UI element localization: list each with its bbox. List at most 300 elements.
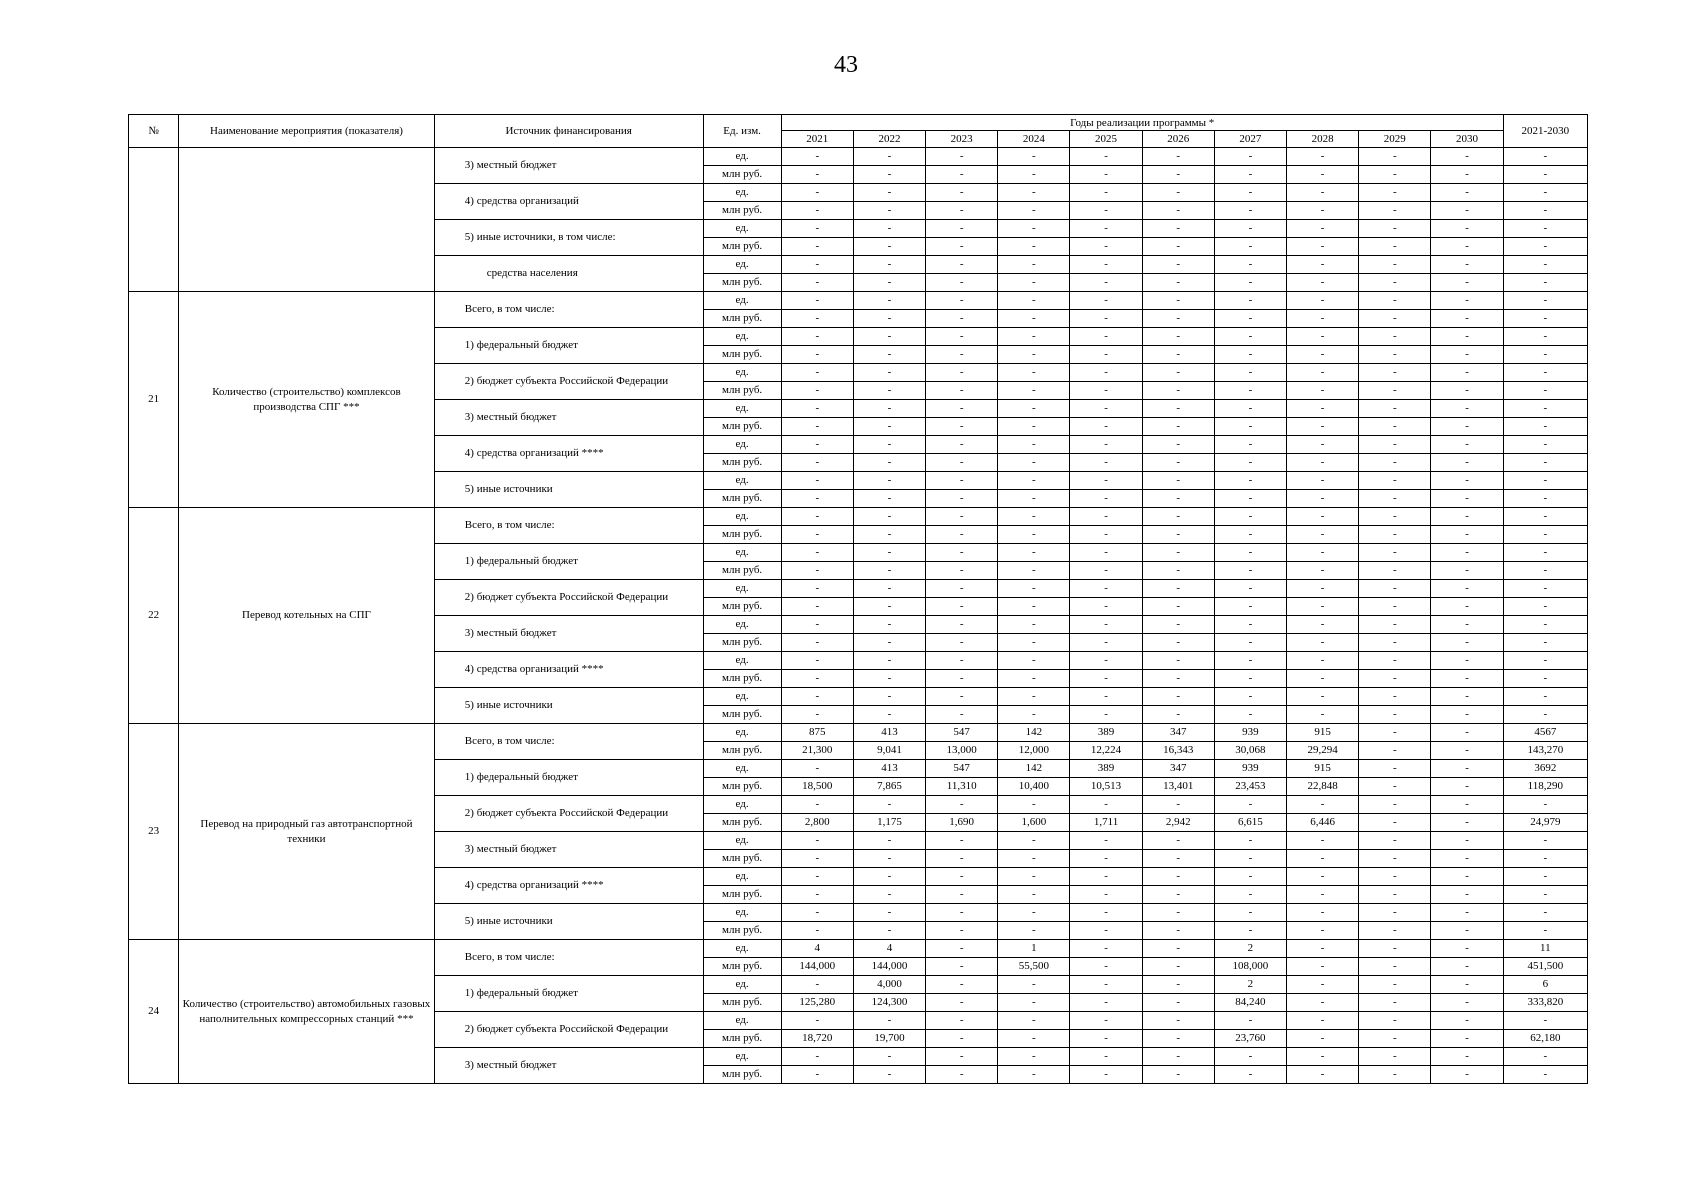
value-cell: - bbox=[998, 868, 1070, 886]
value-cell: - bbox=[1142, 940, 1214, 958]
funding-source: 4) средства организаций bbox=[434, 184, 703, 220]
value-cell: - bbox=[1287, 832, 1359, 850]
table-row bbox=[129, 724, 1588, 742]
value-cell: - bbox=[853, 904, 925, 922]
value-cell: - bbox=[1287, 274, 1359, 292]
value-cell: - bbox=[998, 832, 1070, 850]
value-cell: - bbox=[1431, 508, 1503, 526]
unit-cell: млн руб. bbox=[703, 994, 781, 1012]
value-cell: - bbox=[1214, 328, 1286, 346]
value-cell: - bbox=[853, 184, 925, 202]
unit-cell: ед. bbox=[703, 1012, 781, 1030]
value-cell: - bbox=[1287, 346, 1359, 364]
value-cell: - bbox=[1142, 418, 1214, 436]
funding-source: 1) федеральный бюджет bbox=[434, 328, 703, 364]
value-cell: - bbox=[926, 436, 998, 454]
unit-cell: млн руб. bbox=[703, 490, 781, 508]
value-cell: - bbox=[998, 670, 1070, 688]
value-cell: - bbox=[1142, 1066, 1214, 1084]
value-cell: - bbox=[1431, 1012, 1503, 1030]
total-cell: - bbox=[1503, 418, 1587, 436]
value-cell: - bbox=[1214, 202, 1286, 220]
value-cell: - bbox=[1287, 364, 1359, 382]
value-cell: - bbox=[926, 184, 998, 202]
value-cell: - bbox=[1431, 814, 1503, 832]
value-cell: - bbox=[1214, 868, 1286, 886]
value-cell: - bbox=[998, 310, 1070, 328]
value-cell: - bbox=[1431, 364, 1503, 382]
value-cell: - bbox=[1214, 850, 1286, 868]
value-cell: - bbox=[1142, 904, 1214, 922]
unit-cell: ед. bbox=[703, 148, 781, 166]
value-cell: - bbox=[781, 256, 853, 274]
value-cell: - bbox=[1431, 400, 1503, 418]
value-cell: - bbox=[1431, 904, 1503, 922]
value-cell: - bbox=[1142, 616, 1214, 634]
value-cell: 1 bbox=[998, 940, 1070, 958]
value-cell: - bbox=[1287, 418, 1359, 436]
value-cell: - bbox=[1359, 598, 1431, 616]
value-cell: - bbox=[853, 688, 925, 706]
value-cell: - bbox=[1287, 634, 1359, 652]
value-cell: - bbox=[1214, 436, 1286, 454]
value-cell: - bbox=[781, 580, 853, 598]
value-cell: - bbox=[1287, 400, 1359, 418]
value-cell: - bbox=[998, 976, 1070, 994]
value-cell: - bbox=[1214, 256, 1286, 274]
value-cell: - bbox=[1142, 202, 1214, 220]
value-cell: - bbox=[781, 706, 853, 724]
value-cell: - bbox=[781, 598, 853, 616]
funding-source: 2) бюджет субъекта Российской Федерации bbox=[434, 580, 703, 616]
value-cell: - bbox=[926, 796, 998, 814]
value-cell: - bbox=[1359, 958, 1431, 976]
value-cell: - bbox=[1214, 400, 1286, 418]
total-cell: - bbox=[1503, 166, 1587, 184]
value-cell: - bbox=[853, 850, 925, 868]
value-cell: - bbox=[1287, 868, 1359, 886]
value-cell: - bbox=[1070, 796, 1142, 814]
funding-source: 2) бюджет субъекта Российской Федерации bbox=[434, 1012, 703, 1048]
value-cell: - bbox=[926, 148, 998, 166]
unit-cell: ед. bbox=[703, 688, 781, 706]
value-cell: - bbox=[1070, 256, 1142, 274]
unit-cell: ед. bbox=[703, 544, 781, 562]
value-cell: - bbox=[926, 850, 998, 868]
total-cell: 118,290 bbox=[1503, 778, 1587, 796]
value-cell: - bbox=[926, 328, 998, 346]
value-cell: - bbox=[1070, 346, 1142, 364]
unit-cell: млн руб. bbox=[703, 166, 781, 184]
value-cell: - bbox=[1287, 562, 1359, 580]
header-year: 2028 bbox=[1287, 131, 1359, 148]
value-cell: - bbox=[926, 976, 998, 994]
value-cell: - bbox=[1214, 472, 1286, 490]
value-cell: - bbox=[926, 706, 998, 724]
value-cell: - bbox=[1142, 598, 1214, 616]
value-cell: - bbox=[781, 796, 853, 814]
value-cell: 6,446 bbox=[1287, 814, 1359, 832]
value-cell: - bbox=[926, 652, 998, 670]
funding-source: Всего, в том числе: bbox=[434, 292, 703, 328]
value-cell: - bbox=[853, 436, 925, 454]
value-cell: - bbox=[1287, 220, 1359, 238]
funding-source: средства населения bbox=[434, 256, 703, 292]
value-cell: - bbox=[853, 1066, 925, 1084]
table-body bbox=[129, 148, 1588, 1084]
value-cell: - bbox=[781, 220, 853, 238]
value-cell: - bbox=[781, 202, 853, 220]
value-cell: - bbox=[1287, 238, 1359, 256]
value-cell: - bbox=[998, 1066, 1070, 1084]
value-cell: - bbox=[1431, 436, 1503, 454]
value-cell: - bbox=[1142, 562, 1214, 580]
value-cell: - bbox=[1142, 868, 1214, 886]
value-cell: - bbox=[1287, 598, 1359, 616]
value-cell: - bbox=[926, 472, 998, 490]
value-cell: - bbox=[1070, 382, 1142, 400]
unit-cell: млн руб. bbox=[703, 922, 781, 940]
value-cell: 12,000 bbox=[998, 742, 1070, 760]
value-cell: - bbox=[998, 850, 1070, 868]
value-cell: - bbox=[926, 940, 998, 958]
value-cell: - bbox=[1287, 256, 1359, 274]
unit-cell: млн руб. bbox=[703, 562, 781, 580]
total-cell: - bbox=[1503, 850, 1587, 868]
value-cell: 18,500 bbox=[781, 778, 853, 796]
value-cell: - bbox=[1287, 958, 1359, 976]
header-years-group: Годы реализации программы * bbox=[781, 115, 1503, 131]
total-cell: 143,270 bbox=[1503, 742, 1587, 760]
value-cell: 18,720 bbox=[781, 1030, 853, 1048]
value-cell: - bbox=[1431, 778, 1503, 796]
value-cell: - bbox=[1359, 1048, 1431, 1066]
value-cell: - bbox=[1431, 706, 1503, 724]
value-cell: 19,700 bbox=[853, 1030, 925, 1048]
total-cell: - bbox=[1503, 526, 1587, 544]
funding-source: 1) федеральный бюджет bbox=[434, 544, 703, 580]
value-cell: - bbox=[781, 832, 853, 850]
total-cell: - bbox=[1503, 616, 1587, 634]
unit-cell: ед. bbox=[703, 580, 781, 598]
unit-cell: млн руб. bbox=[703, 346, 781, 364]
unit-cell: ед. bbox=[703, 1048, 781, 1066]
funding-source: 2) бюджет субъекта Российской Федерации bbox=[434, 364, 703, 400]
value-cell: - bbox=[1142, 1012, 1214, 1030]
value-cell: - bbox=[926, 1012, 998, 1030]
value-cell: - bbox=[781, 454, 853, 472]
total-cell: - bbox=[1503, 400, 1587, 418]
unit-cell: млн руб. bbox=[703, 850, 781, 868]
value-cell: 2,800 bbox=[781, 814, 853, 832]
value-cell: - bbox=[1287, 670, 1359, 688]
value-cell: - bbox=[1142, 544, 1214, 562]
value-cell: - bbox=[1070, 1048, 1142, 1066]
value-cell: - bbox=[1214, 310, 1286, 328]
value-cell: - bbox=[1142, 850, 1214, 868]
value-cell: - bbox=[998, 886, 1070, 904]
value-cell: - bbox=[1142, 508, 1214, 526]
value-cell: - bbox=[926, 508, 998, 526]
unit-cell: ед. bbox=[703, 796, 781, 814]
funding-source: 3) местный бюджет bbox=[434, 1048, 703, 1084]
value-cell: - bbox=[1287, 508, 1359, 526]
funding-source: 3) местный бюджет bbox=[434, 400, 703, 436]
funding-source: 1) федеральный бюджет bbox=[434, 760, 703, 796]
total-cell: - bbox=[1503, 598, 1587, 616]
value-cell: - bbox=[1287, 436, 1359, 454]
value-cell: 55,500 bbox=[998, 958, 1070, 976]
value-cell: - bbox=[1359, 922, 1431, 940]
value-cell: - bbox=[926, 1048, 998, 1066]
value-cell: - bbox=[998, 346, 1070, 364]
header-total: 2021-2030 bbox=[1503, 115, 1587, 148]
value-cell: - bbox=[1431, 598, 1503, 616]
value-cell: - bbox=[998, 526, 1070, 544]
funding-source: 1) федеральный бюджет bbox=[434, 976, 703, 1012]
value-cell: - bbox=[926, 454, 998, 472]
value-cell: - bbox=[998, 382, 1070, 400]
value-cell: - bbox=[998, 472, 1070, 490]
value-cell: - bbox=[998, 238, 1070, 256]
value-cell: - bbox=[1070, 220, 1142, 238]
value-cell: - bbox=[1070, 832, 1142, 850]
value-cell: - bbox=[1287, 994, 1359, 1012]
value-cell: - bbox=[1287, 544, 1359, 562]
value-cell: - bbox=[853, 868, 925, 886]
value-cell: - bbox=[926, 166, 998, 184]
value-cell: - bbox=[1214, 1012, 1286, 1030]
value-cell: - bbox=[1142, 886, 1214, 904]
value-cell: 413 bbox=[853, 724, 925, 742]
value-cell: - bbox=[1070, 850, 1142, 868]
value-cell: - bbox=[1142, 490, 1214, 508]
total-cell: - bbox=[1503, 310, 1587, 328]
value-cell: - bbox=[926, 202, 998, 220]
value-cell: - bbox=[781, 544, 853, 562]
value-cell: 29,294 bbox=[1287, 742, 1359, 760]
item-name: Перевод котельных на СПГ bbox=[179, 508, 435, 724]
value-cell: - bbox=[998, 292, 1070, 310]
value-cell: - bbox=[998, 562, 1070, 580]
item-name: Перевод на природный газ автотранспортной техники bbox=[179, 724, 435, 940]
funding-source: 5) иные источники bbox=[434, 688, 703, 724]
value-cell: - bbox=[1142, 652, 1214, 670]
value-cell: - bbox=[1359, 616, 1431, 634]
value-cell: - bbox=[1142, 220, 1214, 238]
total-cell: - bbox=[1503, 1048, 1587, 1066]
value-cell: - bbox=[998, 544, 1070, 562]
value-cell: - bbox=[1214, 508, 1286, 526]
value-cell: 13,000 bbox=[926, 742, 998, 760]
value-cell: 21,300 bbox=[781, 742, 853, 760]
header-year: 2027 bbox=[1214, 131, 1286, 148]
value-cell: - bbox=[1214, 364, 1286, 382]
value-cell: - bbox=[853, 598, 925, 616]
total-cell: - bbox=[1503, 832, 1587, 850]
value-cell: - bbox=[1142, 148, 1214, 166]
value-cell: - bbox=[1431, 472, 1503, 490]
value-cell: - bbox=[781, 238, 853, 256]
unit-cell: ед. bbox=[703, 400, 781, 418]
value-cell: - bbox=[853, 580, 925, 598]
value-cell: - bbox=[781, 382, 853, 400]
value-cell: - bbox=[926, 832, 998, 850]
value-cell: 10,400 bbox=[998, 778, 1070, 796]
value-cell: - bbox=[853, 922, 925, 940]
value-cell: - bbox=[1287, 616, 1359, 634]
unit-cell: ед. bbox=[703, 472, 781, 490]
total-cell: - bbox=[1503, 346, 1587, 364]
value-cell: - bbox=[998, 1048, 1070, 1066]
value-cell: 144,000 bbox=[853, 958, 925, 976]
value-cell: - bbox=[781, 364, 853, 382]
unit-cell: ед. bbox=[703, 184, 781, 202]
value-cell: - bbox=[1431, 1030, 1503, 1048]
value-cell: - bbox=[1287, 688, 1359, 706]
value-cell: - bbox=[1070, 454, 1142, 472]
value-cell: 4,000 bbox=[853, 976, 925, 994]
value-cell: - bbox=[1214, 688, 1286, 706]
value-cell: - bbox=[1070, 202, 1142, 220]
value-cell: - bbox=[1431, 868, 1503, 886]
value-cell: - bbox=[1287, 1012, 1359, 1030]
value-cell: - bbox=[1142, 400, 1214, 418]
value-cell: - bbox=[781, 346, 853, 364]
value-cell: - bbox=[1359, 976, 1431, 994]
unit-cell: ед. bbox=[703, 220, 781, 238]
value-cell: - bbox=[998, 328, 1070, 346]
total-cell: 11 bbox=[1503, 940, 1587, 958]
value-cell: - bbox=[1359, 832, 1431, 850]
value-cell: - bbox=[1431, 562, 1503, 580]
value-cell: - bbox=[1287, 580, 1359, 598]
item-name bbox=[179, 148, 435, 292]
value-cell: - bbox=[1431, 886, 1503, 904]
value-cell: - bbox=[781, 328, 853, 346]
value-cell: - bbox=[1359, 400, 1431, 418]
value-cell: - bbox=[998, 1030, 1070, 1048]
value-cell: - bbox=[1214, 886, 1286, 904]
value-cell: 30,068 bbox=[1214, 742, 1286, 760]
value-cell: - bbox=[1359, 1066, 1431, 1084]
value-cell: - bbox=[781, 310, 853, 328]
value-cell: - bbox=[1431, 310, 1503, 328]
total-cell: - bbox=[1503, 904, 1587, 922]
total-cell: - bbox=[1503, 670, 1587, 688]
value-cell: - bbox=[1214, 184, 1286, 202]
value-cell: - bbox=[926, 634, 998, 652]
unit-cell: ед. bbox=[703, 652, 781, 670]
value-cell: 6,615 bbox=[1214, 814, 1286, 832]
value-cell: - bbox=[1142, 958, 1214, 976]
value-cell: - bbox=[926, 580, 998, 598]
unit-cell: ед. bbox=[703, 760, 781, 778]
value-cell: - bbox=[1142, 1030, 1214, 1048]
funding-source: 3) местный бюджет bbox=[434, 148, 703, 184]
value-cell: - bbox=[1431, 256, 1503, 274]
unit-cell: млн руб. bbox=[703, 778, 781, 796]
value-cell: - bbox=[1214, 526, 1286, 544]
value-cell: - bbox=[781, 868, 853, 886]
value-cell: - bbox=[1142, 688, 1214, 706]
header-year: 2021 bbox=[781, 131, 853, 148]
value-cell: - bbox=[1431, 634, 1503, 652]
value-cell: - bbox=[1431, 922, 1503, 940]
value-cell: - bbox=[781, 490, 853, 508]
value-cell: - bbox=[781, 1012, 853, 1030]
funding-source: Всего, в том числе: bbox=[434, 508, 703, 544]
total-cell: - bbox=[1503, 922, 1587, 940]
value-cell: - bbox=[1070, 634, 1142, 652]
total-cell: - bbox=[1503, 634, 1587, 652]
unit-cell: ед. bbox=[703, 724, 781, 742]
value-cell: - bbox=[1359, 778, 1431, 796]
value-cell: - bbox=[1070, 490, 1142, 508]
value-cell: - bbox=[1070, 976, 1142, 994]
value-cell: - bbox=[1359, 274, 1431, 292]
unit-cell: млн руб. bbox=[703, 958, 781, 976]
value-cell: - bbox=[781, 274, 853, 292]
value-cell: 142 bbox=[998, 760, 1070, 778]
value-cell: - bbox=[1287, 328, 1359, 346]
value-cell: 413 bbox=[853, 760, 925, 778]
program-table-container bbox=[128, 114, 1588, 1084]
value-cell: - bbox=[926, 1066, 998, 1084]
value-cell: - bbox=[1431, 940, 1503, 958]
value-cell: 2 bbox=[1214, 976, 1286, 994]
value-cell: - bbox=[781, 634, 853, 652]
funding-source: 2) бюджет субъекта Российской Федерации bbox=[434, 796, 703, 832]
value-cell: - bbox=[998, 598, 1070, 616]
value-cell: - bbox=[1287, 472, 1359, 490]
total-cell: - bbox=[1503, 364, 1587, 382]
value-cell: - bbox=[1214, 562, 1286, 580]
total-cell: - bbox=[1503, 688, 1587, 706]
value-cell: - bbox=[1287, 454, 1359, 472]
value-cell: - bbox=[1287, 490, 1359, 508]
value-cell: - bbox=[998, 418, 1070, 436]
value-cell: - bbox=[998, 220, 1070, 238]
value-cell: - bbox=[998, 616, 1070, 634]
value-cell: - bbox=[853, 310, 925, 328]
value-cell: 939 bbox=[1214, 760, 1286, 778]
total-cell: - bbox=[1503, 490, 1587, 508]
value-cell: - bbox=[1287, 166, 1359, 184]
total-cell: - bbox=[1503, 652, 1587, 670]
value-cell: - bbox=[926, 418, 998, 436]
unit-cell: ед. bbox=[703, 976, 781, 994]
value-cell: - bbox=[1214, 652, 1286, 670]
table-row bbox=[129, 148, 1588, 166]
value-cell: 84,240 bbox=[1214, 994, 1286, 1012]
value-cell: - bbox=[1359, 256, 1431, 274]
value-cell: - bbox=[1142, 436, 1214, 454]
value-cell: - bbox=[1070, 238, 1142, 256]
value-cell: - bbox=[853, 256, 925, 274]
total-cell: - bbox=[1503, 238, 1587, 256]
total-cell: - bbox=[1503, 706, 1587, 724]
value-cell: - bbox=[853, 796, 925, 814]
unit-cell: млн руб. bbox=[703, 634, 781, 652]
value-cell: - bbox=[1359, 1012, 1431, 1030]
unit-cell: млн руб. bbox=[703, 238, 781, 256]
header-num: № bbox=[129, 115, 179, 148]
value-cell: - bbox=[1359, 688, 1431, 706]
value-cell: - bbox=[1070, 364, 1142, 382]
value-cell: - bbox=[1287, 526, 1359, 544]
value-cell: - bbox=[926, 886, 998, 904]
